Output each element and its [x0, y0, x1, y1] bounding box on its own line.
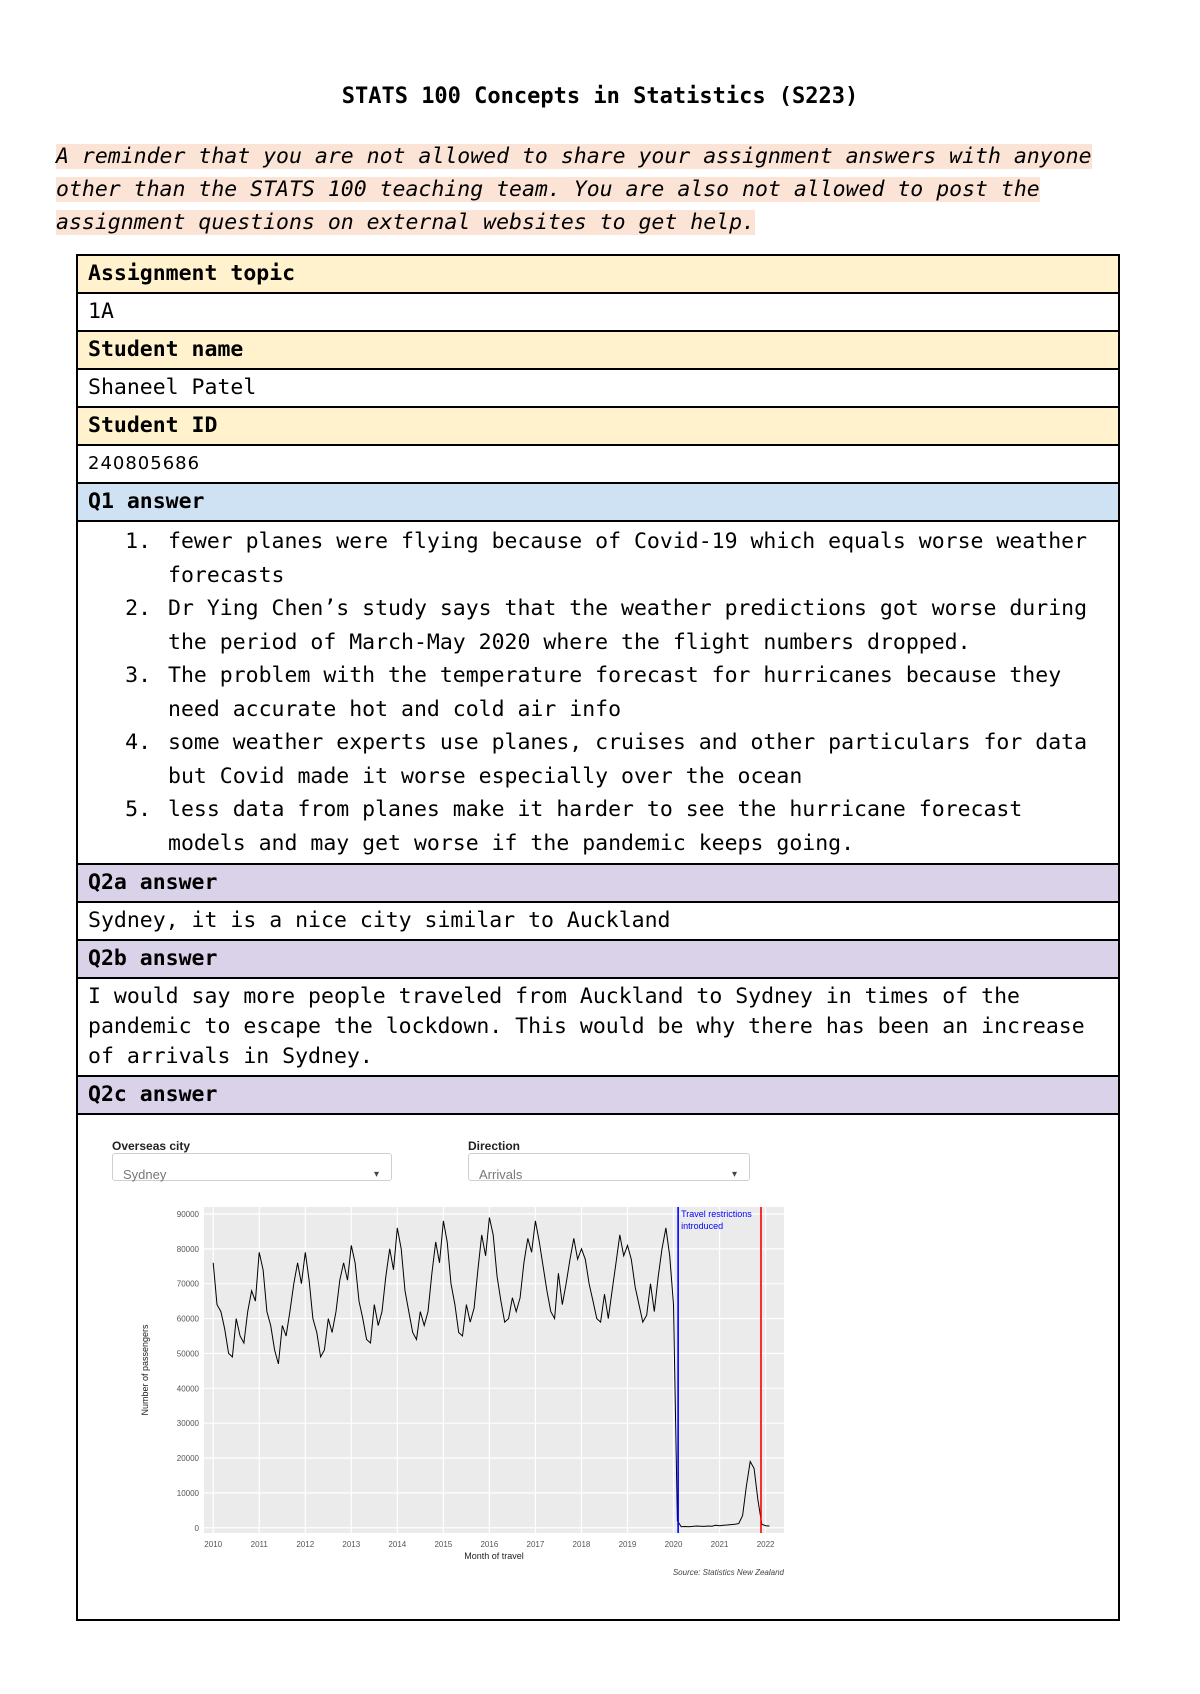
list-item: 2. Dr Ying Chen’s study says that the weather predictions got worse during the period of March-May 2020 where the flight numbers dropped.: [164, 592, 1108, 659]
list-item: 3. The problem with the temperature forecast for hurricanes because they need accurate hot and cold air info: [164, 659, 1108, 726]
y-tick-label: 30000: [176, 1419, 199, 1429]
q2c-answer: [77, 1114, 1119, 1620]
student-id-value: 240805686: [77, 445, 1119, 483]
city-select[interactable]: [112, 1153, 392, 1181]
y-tick-label: 90000: [176, 1209, 199, 1219]
annotation-label: introduced: [681, 1221, 724, 1231]
chevron-down-icon: ▾: [373, 1169, 379, 1180]
x-tick-label: 2011: [250, 1540, 268, 1549]
y-tick-label: 80000: [176, 1244, 199, 1254]
annotation-label: Travel restrictions: [681, 1209, 752, 1219]
plot-panel: [204, 1207, 784, 1533]
y-tick-label: 60000: [176, 1314, 199, 1324]
x-tick-label: 2018: [572, 1540, 591, 1549]
chevron-down-icon: ▾: [731, 1169, 737, 1180]
y-tick-label: 0: [194, 1523, 199, 1533]
x-tick-label: 2012: [296, 1540, 315, 1549]
page-title: STATS 100 Concepts in Statistics (S223): [341, 84, 859, 109]
x-tick-label: 2016: [480, 1540, 499, 1549]
x-tick-label: 2014: [388, 1540, 407, 1549]
x-tick-label: 2022: [756, 1540, 775, 1549]
x-tick-label: 2015: [434, 1540, 453, 1549]
x-tick-label: 2010: [204, 1540, 223, 1549]
x-tick-label: 2013: [342, 1540, 361, 1549]
x-tick-label: 2021: [710, 1540, 729, 1549]
q1-label: Q1 answer: [77, 483, 1119, 521]
direction-select-value: Arrivals: [479, 1167, 523, 1182]
x-axis-title: Month of travel: [464, 1551, 524, 1561]
chart-screenshot: [78, 1115, 1118, 1619]
direction-label: Direction: [468, 1139, 521, 1153]
list-item: 4. some weather experts use planes, cruises and other particulars for data but Covid made it worse especially over the ocean: [164, 726, 1108, 793]
student-name-value: Shaneel Patel: [77, 369, 1119, 407]
x-tick-label: 2020: [664, 1540, 683, 1549]
q1-answer-list: [88, 525, 1108, 860]
answer-sheet: [76, 254, 1120, 1621]
q1-answer: [77, 521, 1119, 864]
y-tick-label: 70000: [176, 1279, 199, 1289]
topic-value: 1A: [77, 293, 1119, 331]
y-tick-label: 20000: [176, 1454, 199, 1464]
arrivals-line-chart: [108, 1205, 788, 1585]
source-caption: Source: Statistics New Zealand: [672, 1568, 784, 1577]
list-item: 5. less data from planes make it harder to see the hurricane forecast models and may get worse if the pandemic keeps going.: [164, 793, 1108, 860]
q2c-label: Q2c answer: [77, 1076, 1119, 1114]
y-tick-label: 50000: [176, 1349, 199, 1359]
x-tick-label: 2019: [618, 1540, 637, 1549]
direction-select[interactable]: [468, 1153, 750, 1181]
reminder-note: [56, 140, 1156, 239]
y-tick-label: 40000: [176, 1384, 199, 1394]
q2a-answer: Sydney, it is a nice city similar to Auckland: [77, 902, 1119, 940]
student-name-label: Student name: [77, 331, 1119, 369]
q2b-label: Q2b answer: [77, 940, 1119, 978]
student-id-label: Student ID: [77, 407, 1119, 445]
q2b-answer: I would say more people traveled from Auckland to Sydney in times of the pandemic to escape the lockdown. This would be why there has been an increase of arrivals in Sydney.: [77, 978, 1119, 1076]
q2a-label: Q2a answer: [77, 864, 1119, 902]
list-item: 1. fewer planes were flying because of Covid-19 which equals worse weather forecasts: [164, 525, 1108, 592]
y-tick-label: 10000: [176, 1488, 199, 1498]
topic-label: Assignment topic: [77, 255, 1119, 293]
reminder-text: A reminder that you are not allowed to share your assignment answers with anyone other than the STATS 100 teaching team. You are also not allowed to post the assignment questions on external websites to get help.: [56, 144, 1092, 235]
y-axis-title: Number of passengers: [140, 1324, 150, 1416]
city-select-value: Sydney: [123, 1167, 167, 1182]
city-label: Overseas city: [112, 1139, 191, 1153]
x-tick-label: 2017: [526, 1540, 545, 1549]
